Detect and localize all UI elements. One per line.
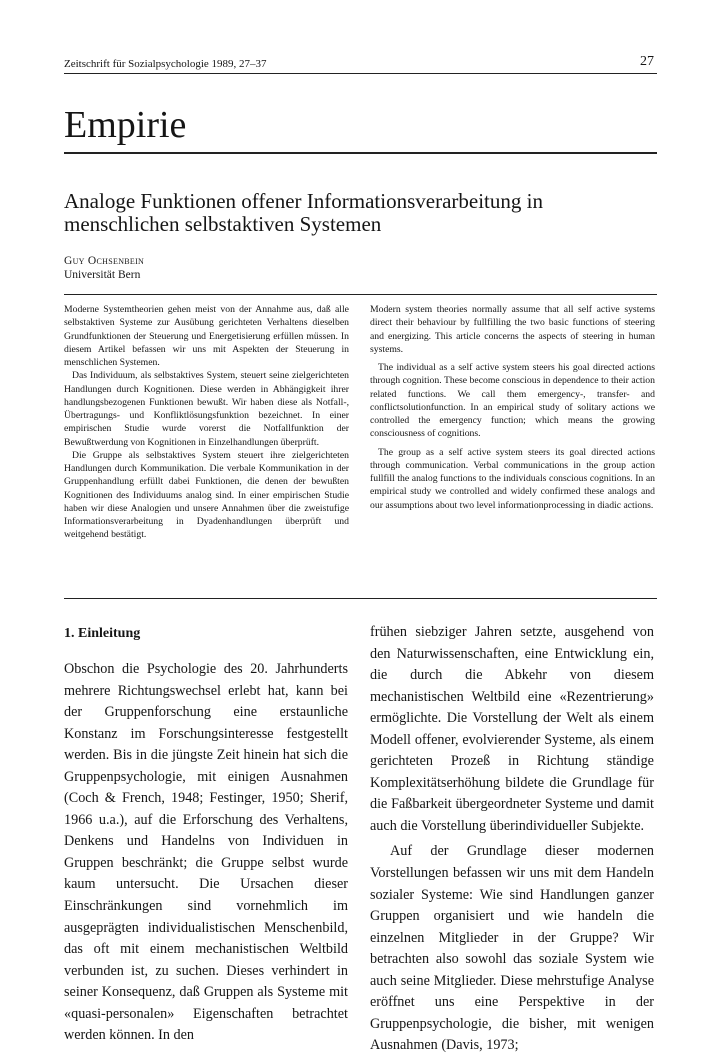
title-line: menschlichen selbstaktiven Systemen: [64, 212, 382, 236]
journal-citation: Zeitschrift für Sozialpsychologie 1989, 27–37: [64, 58, 267, 70]
abstract-paragraph: Moderne Systemtheorien gehen meist von der Annahme aus, daß alle selbstaktiven Systeme zur Ausübung gerichteten Verhaltens dieselben Grundfunktionen der Steuerung und Energetisierung erfüllen müssen. In diesem Artikel befassen wir uns mit Aspekten der Steuerung in menschlichen Systemen.: [64, 304, 349, 368]
abstract-bottom-rule: [64, 598, 657, 599]
abstract-top-rule: [64, 294, 657, 295]
running-head: [64, 54, 656, 74]
article-title: [64, 190, 644, 236]
section-title-introduction: 1. Einleitung: [64, 626, 141, 641]
body-column-right: [370, 622, 654, 1057]
header-rule: [64, 73, 657, 74]
abstract-paragraph: Das Individuum, als selbstaktives System, steuert seine zielgerichteten Handlungen durch Kognitionen. Diese werden in Abhängigkeit ihrer handlungsbezogenen Funktionen bewußt. Wir haben diese als Notfall-, Übertragungs- und Konfliktlösungsfunktion bezeichnet. In einer empirischen Studie wurde vorerst die Notfallfunktion der Bewußtwerdung von Kognitionen in Einzelhandlungen überprüft.: [64, 370, 349, 448]
abstract-paragraph: Die Gruppe als selbstaktives System steuert ihre zielgerichteten Handlungen durch Kommunikation. Die verbale Kommunikation in der Gruppenhandlung erfüllt dabei Funktionen, die denen der bewußten Kognitionen des Individuums analog sind. In einer empirischen Studie haben wir diese Analogien und unsere Annahmen über die zweistufige Informationsverarbeitung in Dyadenhandlungen überprüft und weitgehend bestätigt.: [64, 449, 349, 541]
body-paragraph: Obschon die Psychologie des 20. Jahrhunderts mehrere Richtungswechsel erlebt hat, kann bei der Gruppenforschung eine erstaunliche Konstanz im Forschungsinteresse festgestellt werden. Bis in die jüngste Zeit hinein hat sich die Gruppenpsychologie, mit einigen Ausnahmen (Coch & French, 1948; Festinger, 1950; Sherif, 1966 u.a.), auf die Erforschung des Verhaltens, Denkens und Handelns von Individuen in Gruppen beschränkt; die Gruppe selbst wurde kaum untersucht. Die Ursachen dieser Einschränkungen sind vornehmlich im ausgeprägten individualistischen Menschenbild, das oft mit einem mechanistischen Weltbild verbunden ist, zu suchen. Dieses verhindert in seiner Konsequenz, daß Gruppen als Systeme mit «quasi-personalen» Eigenschaften betrachtet werden können. In den: [64, 661, 348, 1044]
author-name: Guy Ochsenbein: [64, 255, 145, 267]
section-rule: [64, 152, 657, 154]
abstract-paragraph: The individual as a self active system steers his goal directed actions through cognition. These become conscious in dependence to their action related functions. We call them emergency-, transfer- and conflictsolutionfunction. In an empirical study of solitary actions we controlled the emergency function; which means the growing consciousness of cognitions.: [370, 362, 655, 440]
abstract-german: [64, 303, 349, 542]
section-heading: Empirie: [64, 104, 187, 146]
abstract-paragraph: The group as a self active system steers its goal directed actions through communication. Verbal communications in the group action fullfill the analog functions to the individuals conscious cognitions. In an empirical study we controlled and widely confirmed these analogs and our assumptions about two level informationprocessing in diadic actions.: [370, 446, 655, 511]
abstract-paragraph: Modern system theories normally assume that all self active systems direct their behaviour by fullfilling the two basic functions of steering and energizing. This article concerns the aspects of steering in human systems.: [370, 304, 655, 355]
author-affiliation: Universität Bern: [64, 269, 141, 281]
abstract-english: [370, 303, 655, 512]
page-number: 27: [640, 54, 654, 69]
body-column-left: [64, 625, 348, 1047]
title-line: Analoge Funktionen offener Informationsverarbeitung in: [64, 189, 543, 213]
author-block: [64, 254, 144, 282]
body-paragraph: Auf der Grundlage dieser modernen Vorstellungen befassen wir uns mit dem Handeln sozialer Systeme: Wie sind Handlungen ganzer Gruppen organisiert und wie handeln die einzelnen Mitglieder in der Gruppe? Wir betrachten also sowohl das soziale System wie auch seine Mitglieder. Diese mehrstufige Analyse eröffnet uns eine Perspektive in der Gruppenpsychologie, die bisher, mit wenigen Ausnahmen (Davis, 1973;: [370, 843, 654, 1054]
body-paragraph: frühen siebziger Jahren setzte, ausgehend von den Naturwissenschaften, eine Entwicklung ein, die durch die Abkehr von diesem mechanistischen Weltbild eine «Rezentrierung» ermöglichte. Die Vorstellung der Welt als einem Modell offener, evolvierender Systeme, als einem gerichteten Prozeß in Richtung ständige Komplexitätserhöhung bildete die Grundlage für die Faßbarkeit übergeordneter Systeme und damit auch die Vorstellung überindividueller Subjekte.: [370, 624, 654, 834]
